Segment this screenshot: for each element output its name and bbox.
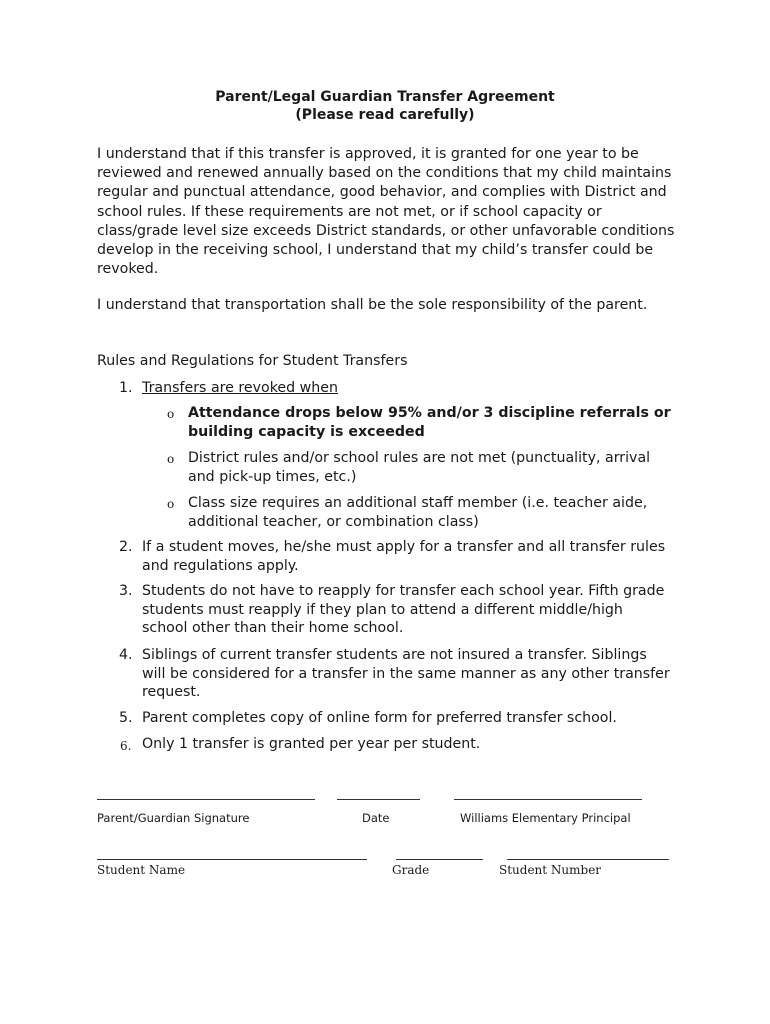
- principal-signature-line[interactable]: [454, 799, 642, 800]
- approval-conditions-paragraph: I understand that if this transfer is approved, it is granted for one year to be reviewed and renewed annually based on the conditions that my child maintains regular and punctual attendance, good behavior, and complies with District and school rules. If these requirements are not met, or if school capacity or class/grade level size exceeds District standards, or other unfavorable conditions develop in the receiving school, I understand that my child’s transfer could be revoked.: [97, 146, 675, 278]
- sub-bullet: o: [167, 452, 175, 466]
- rule-number: 3.: [119, 583, 133, 599]
- principal-label: Williams Elementary Principal: [460, 811, 631, 825]
- transportation-paragraph: I understand that transportation shall be the sole responsibility of the parent.: [97, 297, 648, 313]
- document-subtitle: (Please read carefully): [295, 107, 475, 123]
- rule-number: 6.: [120, 739, 132, 753]
- rule-text: Siblings of current transfer students are not insured a transfer. Siblings will be considered for a transfer in the same manner as any other transfer request.: [142, 647, 670, 700]
- rule-text: Transfers are revoked when: [142, 380, 338, 396]
- rules-heading: Rules and Regulations for Student Transfers: [97, 353, 408, 369]
- rule-number: 1.: [119, 380, 133, 396]
- student-number-label: Student Number: [499, 863, 602, 877]
- sub-text: Class size requires an additional staff member (i.e. teacher aide, additional teacher, or combination class): [188, 495, 648, 530]
- rule-number: 4.: [119, 647, 133, 663]
- sub-text: Attendance drops below 95% and/or 3 discipline referrals or building capacity is exceeded: [188, 405, 671, 440]
- student-name-label: Student Name: [97, 863, 186, 877]
- rule-text: Parent completes copy of online form for preferred transfer school.: [142, 710, 617, 726]
- student-number-line[interactable]: [507, 859, 669, 860]
- rule-text: If a student moves, he/she must apply for a transfer and all transfer rules and regulations apply.: [142, 539, 666, 574]
- date-line[interactable]: [337, 799, 420, 800]
- grade-label: Grade: [392, 863, 430, 877]
- parent-signature-label: Parent/Guardian Signature: [97, 811, 250, 825]
- grade-line[interactable]: [396, 859, 483, 860]
- sub-bullet: o: [167, 497, 175, 511]
- rule-text: Only 1 transfer is granted per year per student.: [142, 736, 481, 752]
- sub-text: District rules and/or school rules are not met (punctuality, arrival and pick-up times, etc.): [188, 450, 651, 485]
- date-label: Date: [362, 811, 390, 825]
- parent-signature-line[interactable]: [97, 799, 315, 800]
- document-title: Parent/Legal Guardian Transfer Agreement: [215, 89, 555, 105]
- rule-number: 5.: [119, 710, 133, 726]
- student-name-line[interactable]: [97, 859, 367, 860]
- rule-number: 2.: [119, 539, 133, 555]
- sub-bullet: o: [167, 407, 175, 421]
- rule-text: Students do not have to reapply for transfer each school year. Fifth grade students must reapply if they plan to attend a different middle/high school other than their home school.: [142, 583, 665, 636]
